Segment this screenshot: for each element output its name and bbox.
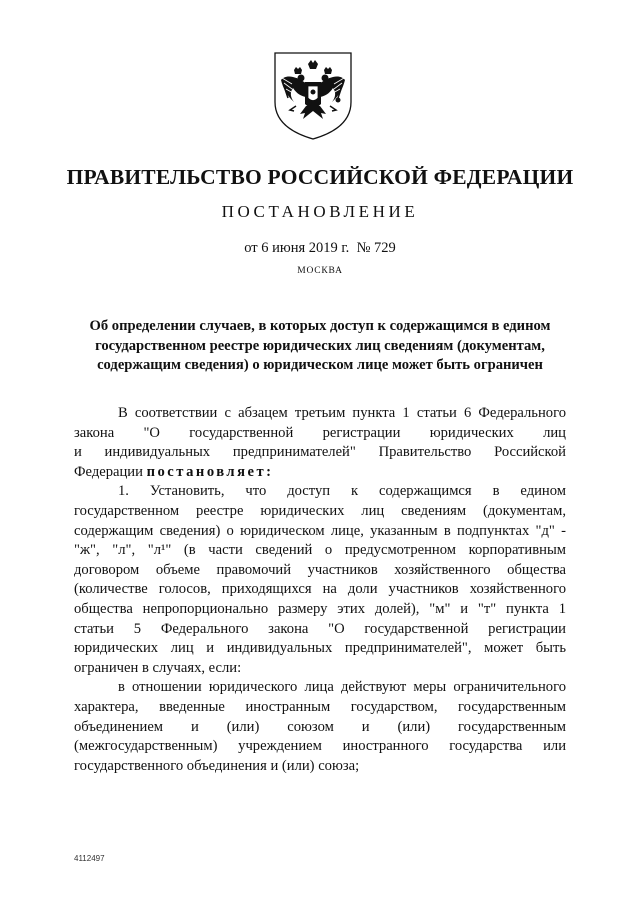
body-line: ограничен в случаях, если: [74, 659, 242, 676]
subject-line: содержащим сведения) о юридическом лице может быть ограничен [97, 357, 543, 373]
body-line-start: Федерации [74, 463, 143, 480]
coat-of-arms-emblem [272, 50, 354, 142]
body-line: договором объеме правомочий участников хозяйственного общества [74, 561, 566, 578]
body-line: общества непропорционально размеру этих долей), "м" и "т" пункта 1 [74, 600, 566, 617]
body-line: государственном реестре юридических лиц сведениям (документам, [74, 502, 566, 519]
body-line: в отношении юридического лица действуют меры ограничительного [118, 679, 566, 696]
government-title: ПРАВИТЕЛЬСТВО РОССИЙСКОЙ ФЕДЕРАЦИИ [66, 165, 574, 189]
body-line: государственного объединения и (или) союза; [74, 757, 360, 774]
body-line: 1. Установить, что доступ к содержащимся в едином [118, 483, 566, 500]
body-line: "ж", "л", "л¹" (в части сведений о предусмотренном корпоративным [74, 542, 566, 559]
body-line: содержащим сведения) о юридическом лице, указанным в подпунктах "д" - [74, 522, 566, 539]
body-line: характера, введенные иностранным государством, государственным [74, 698, 566, 715]
date-number-line [0, 240, 640, 257]
decree-subject [74, 317, 566, 376]
subject-line: Об определении случаев, в которых доступ к содержащимся в едином [89, 318, 551, 334]
body-line: (межгосударственным) учреждением иностранного государства или [74, 738, 566, 755]
body-line: объединением и (или) союзом и (или) государственным [74, 718, 566, 735]
decree-word: постановляет: [146, 463, 274, 480]
body-line-decree [74, 463, 566, 483]
city-name: МОСКВА [297, 266, 343, 276]
decree-body [74, 404, 566, 776]
subject-line: государственном реестре юридических лиц сведениям (документам, [95, 337, 545, 354]
body-line: юридических лиц и индивидуальных предпринимателей", может быть [74, 640, 566, 657]
decree-number: № 729 [356, 240, 396, 256]
decree-date: от 6 июня 2019 г. [244, 240, 350, 256]
coat-of-arms-russia-icon [272, 50, 354, 142]
body-line: статьи 5 Федерального закона "О государственной регистрации [74, 620, 566, 637]
document-type: ПОСТАНОВЛЕНИЕ [221, 202, 419, 221]
body-line: закона "О государственной регистрации юридических лиц [74, 424, 566, 441]
body-line: В соответствии с абзацем третьим пункта 1 статьи 6 Федерального [118, 405, 566, 421]
body-line: (количестве голосов, приходящихся на доли участников хозяйственного [74, 581, 566, 598]
body-line: и индивидуальных предпринимателей" Правительство Российской [74, 444, 566, 461]
document-code: 4112497 [74, 854, 105, 863]
